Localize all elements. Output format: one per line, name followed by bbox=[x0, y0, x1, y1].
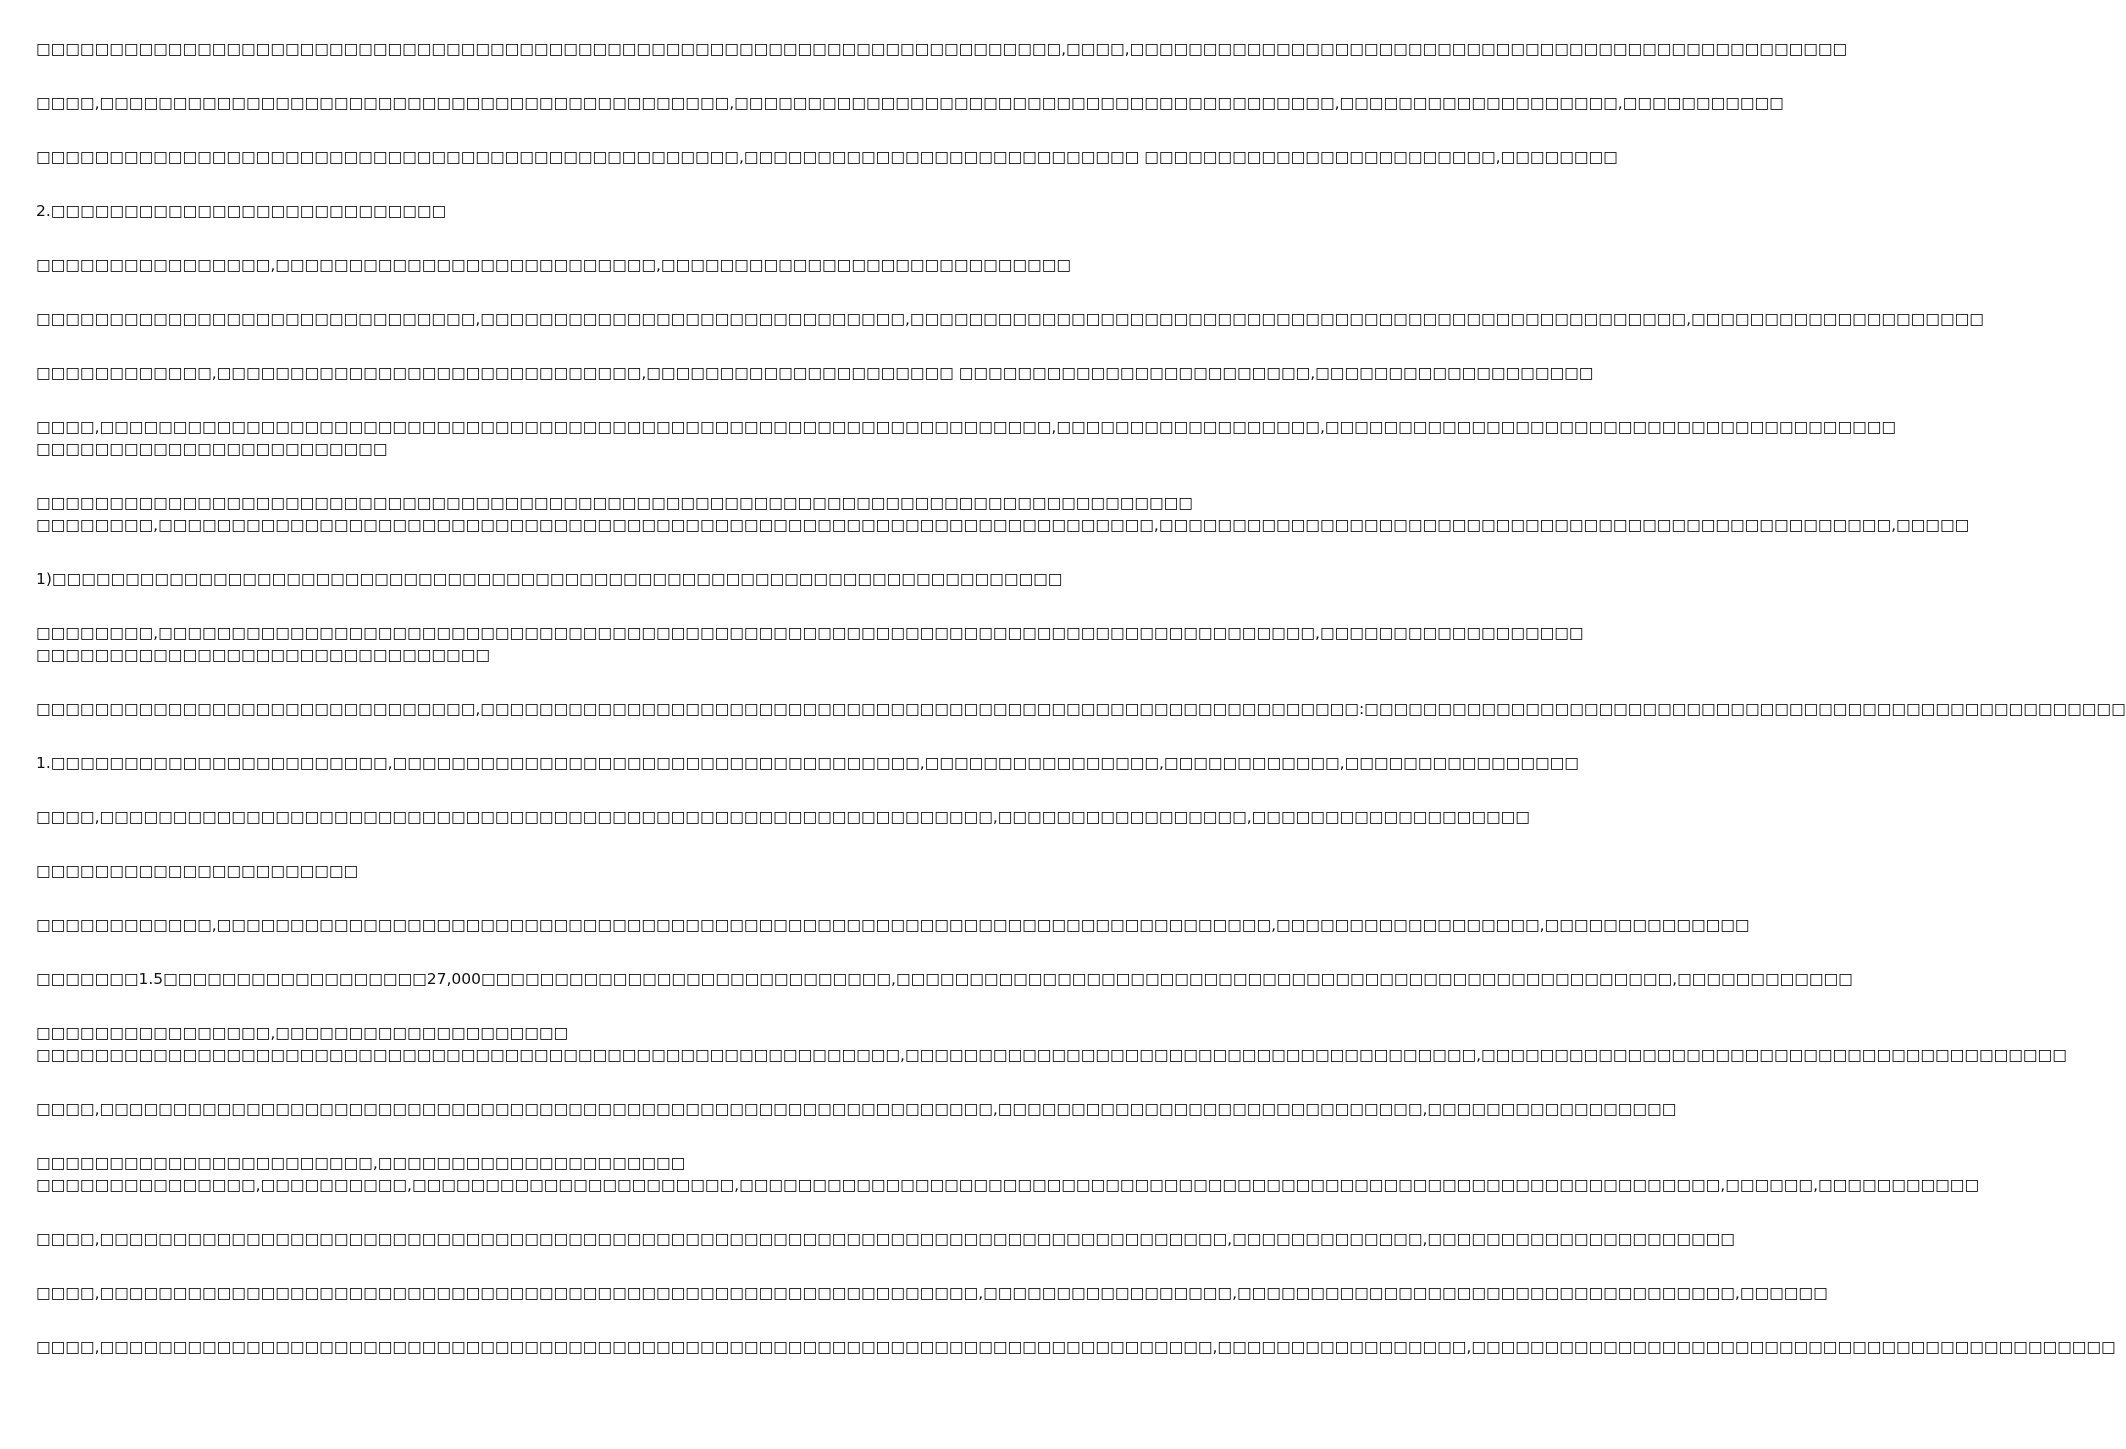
document-page bbox=[36, 38, 2126, 1358]
paragraph-2: □□□□,□□□□□□□□□□□□□□□□□□□□□□□□□□□□□□□□□□□□□□□□□□□,□□□□□□□□□□□□□□□□□□□□□□□□□□□□□□□□□□□□□□□□□,□□□□□□□□□□□□□□□□□□□,□□□□□□□□□□□ bbox=[36, 94, 1784, 112]
paragraph-8-line-2: □□□□□□□□,□□□□□□□□□□□□□□□□□□□□□□□□□□□□□□□□□□□□□□□□□□□□□□□□□□□□□□□□□□□□□□□□□□□□,□□□□□□□□□□□□□□□□□□□□□□□□□□□□□□□□□□□□□□□□□□□□□□□□□□,□□□□□ bbox=[36, 516, 1970, 534]
paragraph-15: □□□□,□□□□□□□□□□□□□□□□□□□□□□□□□□□□□□□□□□□□□□□□□□□□□□□□□□□□□□□□□□□□□,□□□□□□□□□□□□□□□□□□□□□□□□□□□□□,□□□□□□□□□□□□□□□□□ bbox=[36, 1100, 1677, 1118]
paragraph-12: □□□□□□□□□□□□,□□□□□□□□□□□□□□□□□□□□□□□□□□□□□□□□□□□□□□□□□□□□□□□□□□□□□□□□□□□□□□□□□□□□□□□□,□□□□□□□□□□□□□□□□□□,□□□□□□□□□□□□□□ bbox=[36, 916, 1750, 934]
paragraph-5: □□□□□□□□□□□□□□□□□□□□□□□□□□□□□□,□□□□□□□□□□□□□□□□□□□□□□□□□□□□□,□□□□□□□□□□□□□□□□□□□□□□□□□□□□□□□□□□□□□□□□□□□□□□□□□□□□□,□□□□□□□□□□□□□□□□□□□□ bbox=[36, 310, 1984, 328]
paragraph-10: □□□□□□□□□□□□□□□□□□□□□□□□□□□□□□,□□□□□□□□□□□□□□□□□□□□□□□□□□□□□□□□□□□□□□□□□□□□□□□□□□□□□□□□□□□□:□□□□□□□□□□□□□□□□□□□□□□□□□□□□□□□□□□□□□□□□□□□□□□□□□□□□ bbox=[36, 700, 2126, 718]
paragraph-7-line-2: □□□□□□□□□□□□□□□□□□□□□□□□ bbox=[36, 440, 388, 458]
subheading: □□□□□□□□□□□□□□□□□□□□□□ bbox=[36, 862, 359, 880]
paragraph-19: □□□□,□□□□□□□□□□□□□□□□□□□□□□□□□□□□□□□□□□□□□□□□□□□□□□□□□□□□□□□□□□□□□□□□□□□□□□□□□□□□,□□□□□□□□□□□□□□□□□,□□□□□□□□□□□□□□□□□□□□□□□□□□□□□□□□□□□□□□□□□□□□ bbox=[36, 1338, 2116, 1356]
paragraph-14-line-2: □□□□□□□□□□□□□□□□□□□□□□□□□□□□□□□□□□□□□□□□□□□□□□□□□□□□□□□□□□□,□□□□□□□□□□□□□□□□□□□□□□□□□□□□□□□□□□□□□□□,□□□□□□□□□□□□□□□□□□□□□□□□□□□□□□□□□□□□□□□□ bbox=[36, 1046, 2067, 1064]
paragraph-9-line-2: □□□□□□□□□□□□□□□□□□□□□□□□□□□□□□□ bbox=[36, 646, 490, 664]
paragraph-7-line-1: □□□□,□□□□□□□□□□□□□□□□□□□□□□□□□□□□□□□□□□□□□□□□□□□□□□□□□□□□□□□□□□□□□□□□□,□□□□□□□□□□□□□□□□□□,□□□□□□□□□□□□□□□□□□□□□□□□□□□□□□□□□□□□□□□ bbox=[36, 418, 1897, 436]
paragraph-16-line-2: □□□□□□□□□□□□□□□,□□□□□□□□□□,□□□□□□□□□□□□□□□□□□□□□□,□□□□□□□□□□□□□□□□□□□□□□□□□□□□□□□□□□□□□□□□□□□□□□□□□□□□□□□□□□□□□□□□□□□,□□□□□□,□□□□□□□□□□□ bbox=[36, 1176, 1980, 1194]
paragraph-1: □□□□□□□□□□□□□□□□□□□□□□□□□□□□□□□□□□□□□□□□□□□□□□□□□□□□□□□□□□□□□□□□□□□□□□,□□□□,□□□□□□□□□□□□□□□□□□□□□□□□□□□□□□□□□□□□□□□□□□□□□□□□□ bbox=[36, 40, 1848, 58]
paragraph-8-line-1: □□□□□□□□□□□□□□□□□□□□□□□□□□□□□□□□□□□□□□□□□□□□□□□□□□□□□□□□□□□□□□□□□□□□□□□□□□□□□□□ bbox=[36, 494, 1193, 512]
paragraph-6: □□□□□□□□□□□□,□□□□□□□□□□□□□□□□□□□□□□□□□□□□□,□□□□□□□□□□□□□□□□□□□□□ □□□□□□□□□□□□□□□□□□□□□□□□,□□□□□□□□□□□□□□□□□□□ bbox=[36, 364, 1594, 382]
paragraph-11: □□□□,□□□□□□□□□□□□□□□□□□□□□□□□□□□□□□□□□□□□□□□□□□□□□□□□□□□□□□□□□□□□□,□□□□□□□□□□□□□□□□□,□□□□□□□□□□□□□□□□□□□ bbox=[36, 808, 1530, 826]
paragraph-4: □□□□□□□□□□□□□□□□,□□□□□□□□□□□□□□□□□□□□□□□□□□,□□□□□□□□□□□□□□□□□□□□□□□□□□□□ bbox=[36, 256, 1071, 274]
paragraph-17: □□□□,□□□□□□□□□□□□□□□□□□□□□□□□□□□□□□□□□□□□□□□□□□□□□□□□□□□□□□□□□□□□□□□□□□□□□□□□□□□□□,□□□□□□□□□□□□□,□□□□□□□□□□□□□□□□□□□□□ bbox=[36, 1230, 1735, 1248]
paragraph-16-line-1: □□□□□□□□□□□□□□□□□□□□□□□,□□□□□□□□□□□□□□□□□□□□□ bbox=[36, 1154, 686, 1172]
numbered-item-1: 1.□□□□□□□□□□□□□□□□□□□□□□□,□□□□□□□□□□□□□□□□□□□□□□□□□□□□□□□□□□□□,□□□□□□□□□□□□□□□□,□□□□□□□□□□□□,□□□□□□□□□□□□□□□□ bbox=[36, 754, 1579, 772]
paragraph-9-line-1: □□□□□□□□,□□□□□□□□□□□□□□□□□□□□□□□□□□□□□□□□□□□□□□□□□□□□□□□□□□□□□□□□□□□□□□□□□□□□□□□□□□□□□□□,□□□□□□□□□□□□□□□□□□ bbox=[36, 624, 1584, 642]
list-item-1: 1)□□□□□□□□□□□□□□□□□□□□□□□□□□□□□□□□□□□□□□□□□□□□□□□□□□□□□□□□□□□□□□□□□□□□□ bbox=[36, 570, 1063, 588]
paragraph-14-line-1: □□□□□□□□□□□□□□□□,□□□□□□□□□□□□□□□□□□□□ bbox=[36, 1024, 569, 1042]
paragraph-18: □□□□,□□□□□□□□□□□□□□□□□□□□□□□□□□□□□□□□□□□□□□□□□□□□□□□□□□□□□□□□□□□□,□□□□□□□□□□□□□□□□□,□□□□□□□□□□□□□□□□□□□□□□□□□□□□□□□□□□,□□□□□□ bbox=[36, 1284, 1828, 1302]
section-heading-2: 2.□□□□□□□□□□□□□□□□□□□□□□□□□□□ bbox=[36, 202, 447, 220]
paragraph-3: □□□□□□□□□□□□□□□□□□□□□□□□□□□□□□□□□□□□□□□□□□□□□□□□,□□□□□□□□□□□□□□□□□□□□□□□□□□□ □□□□□□□□□□□□□□□□□□□□□□□□,□□□□□□□□ bbox=[36, 148, 1618, 166]
paragraph-13: □□□□□□□1.5□□□□□□□□□□□□□□□□□□27,000□□□□□□□□□□□□□□□□□□□□□□□□□□□□,□□□□□□□□□□□□□□□□□□□□□□□□□□□□□□□□□□□□□□□□□□□□□□□□□□□□□,□□□□□□□□□□□□ bbox=[36, 970, 1853, 988]
